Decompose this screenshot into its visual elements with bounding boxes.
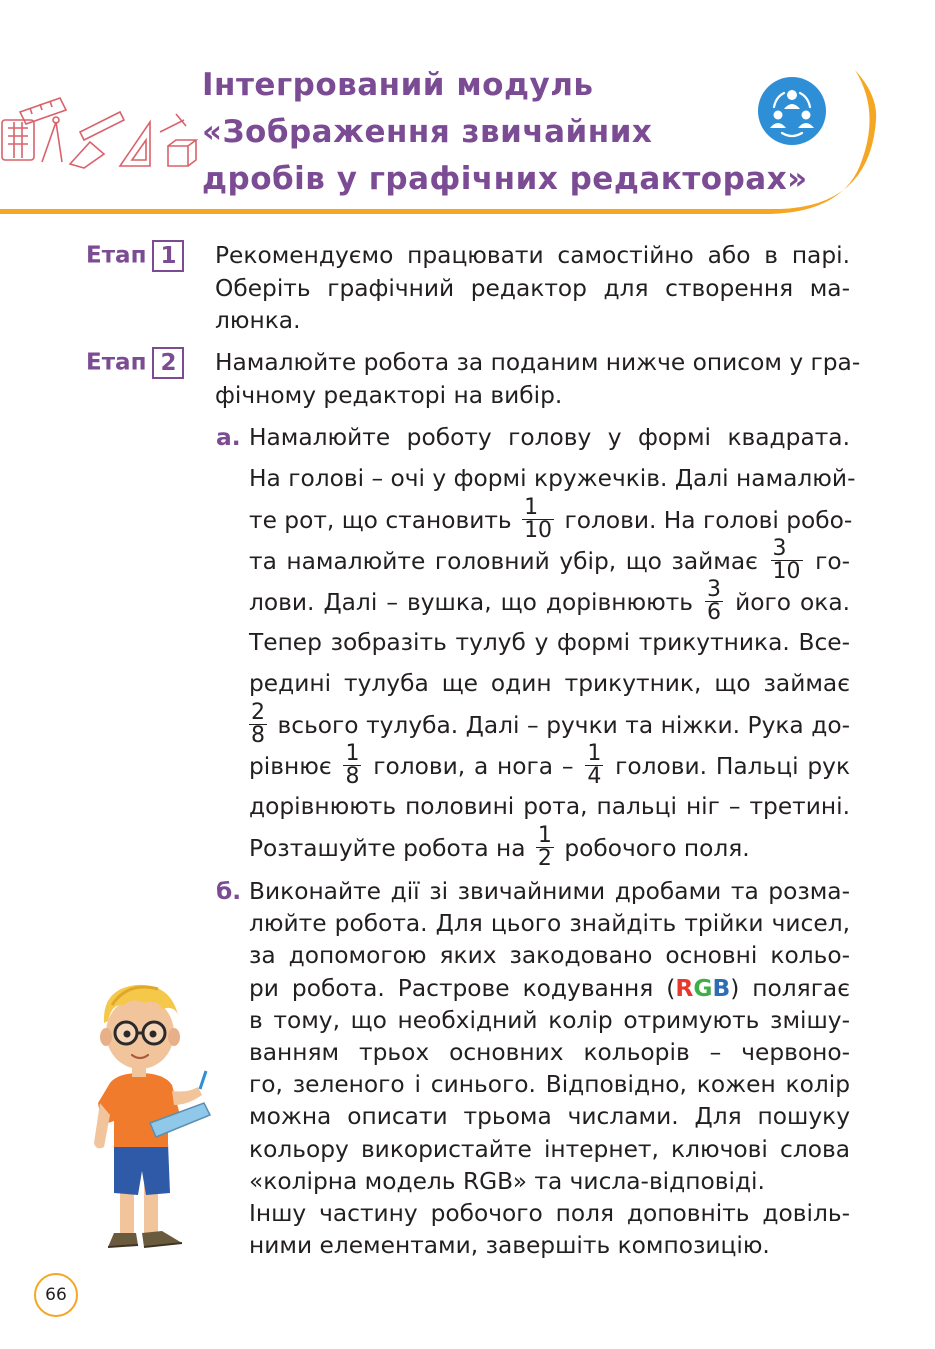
stage-2-line: фічному редакторі на вибір. <box>215 381 563 409</box>
text-run: ри робота. Растрове кодування ( <box>249 974 676 1002</box>
fraction-numerator: 1 <box>345 741 360 766</box>
text-run: його ока. <box>735 589 851 616</box>
boy-illustration <box>88 975 228 1260</box>
fraction-denominator: 8 <box>251 723 265 748</box>
text-run: та намалюйте головний убір, що займає <box>249 548 758 575</box>
school-supplies-icon <box>0 92 200 172</box>
fraction-3-6 <box>705 579 723 624</box>
stage-2-word: Етап <box>86 349 147 376</box>
fraction-denominator: 2 <box>537 846 552 871</box>
task-a-line: редині тулуба ще один трикутник, що займає <box>249 670 850 697</box>
fraction-denominator: 6 <box>707 600 722 625</box>
stage-1-word: Етап <box>86 242 147 269</box>
task-a-line <box>249 741 851 789</box>
stage-1-number: 1 <box>152 240 184 272</box>
text-run: го- <box>815 548 851 575</box>
task-a-line <box>249 577 851 625</box>
fraction-denominator: 10 <box>772 559 801 584</box>
task-a-line <box>249 495 853 543</box>
rgb-letter-g: G <box>693 974 713 1002</box>
stage-2-number: 2 <box>152 347 184 379</box>
text-run: Розташуйте робота на <box>249 835 526 862</box>
fraction-2-8 <box>249 702 267 747</box>
task-a-line <box>249 700 850 748</box>
task-a-line: Тепер зобразіть тулуб у формі трикутника. Все- <box>249 629 850 656</box>
task-b-line: го, зеленого і синього. Відповідно, кожен колір <box>249 1071 850 1099</box>
page-number: 66 <box>34 1273 78 1317</box>
stage-1-line: Рекомендуємо працювати самостійно або в парі. <box>215 242 850 269</box>
task-b-line: в тому, що необхідний колір отримують змішу- <box>249 1006 850 1034</box>
task-b-marker: б. <box>216 878 242 905</box>
task-a-marker: а. <box>216 424 241 451</box>
fraction-denominator: 4 <box>587 764 602 789</box>
title-line-1: Інтегрований модуль <box>202 67 594 103</box>
task-b-text <box>249 876 850 1262</box>
task-b-line <box>249 973 850 1005</box>
title-line-3: дробів у графічних редакторах» <box>202 161 808 197</box>
rgb-letter-b: B <box>712 974 731 1002</box>
stage-1-line: Оберіть графічний редактор для створення ма- <box>215 274 850 302</box>
fraction-numerator: 1 <box>522 497 554 520</box>
fraction-numerator: 1 <box>587 741 602 766</box>
stage-2-line: Намалюйте робота за поданим нижче описом у гра- <box>215 349 861 376</box>
stage-2-text <box>215 347 861 412</box>
task-b-line: ними елементами, завершіть композицію. <box>249 1232 770 1260</box>
task-a-line <box>249 823 850 871</box>
team-work-icon <box>758 77 826 145</box>
fraction-denominator: 8 <box>345 764 360 789</box>
fraction-numerator: 1 <box>537 823 552 848</box>
task-b-line: за допомогою яких закодовано основні кольо- <box>249 942 850 970</box>
task-a-line <box>249 536 851 584</box>
fraction-denominator: 10 <box>524 518 553 543</box>
fraction-1-4 <box>585 743 603 788</box>
task-b-line: можна описати трьома числами. Для пошуку <box>249 1103 850 1131</box>
fraction-1-10 <box>522 497 554 542</box>
text-run: голови. Пальці рук <box>615 753 851 780</box>
task-b-line: кольору використайте інтернет, ключові слова <box>249 1135 850 1163</box>
task-b-line: Іншу частину робочого поля доповніть довіль- <box>249 1199 850 1227</box>
text-run: ) полягає <box>730 974 850 1002</box>
fraction-1-8 <box>343 743 361 788</box>
text-run: лови. Далі – вушка, що дорівнюють <box>249 589 693 616</box>
fraction-3-10 <box>771 538 803 583</box>
fraction-numerator: 2 <box>251 700 265 725</box>
stage-1-line: люнка. <box>215 307 301 334</box>
task-b-line: «колірна модель RGB» та числа-відповіді. <box>249 1167 765 1195</box>
text-run: голови. На голові робо- <box>564 507 853 534</box>
text-run: робочого поля. <box>564 835 750 862</box>
text-run: рівнює <box>249 753 332 780</box>
text-run: всього тулуба. Далі – ручки та ніжки. Рука до- <box>277 712 850 739</box>
task-a-line: На голові – очі у формі кружечків. Далі намалюй- <box>249 465 856 492</box>
stage-2-label <box>86 347 184 379</box>
title-line-2: «Зображення звичайних <box>202 114 653 150</box>
text-run: те рот, що становить <box>249 507 512 534</box>
task-a-text <box>249 417 856 871</box>
fraction-numerator: 3 <box>707 577 722 602</box>
task-b-line: Виконайте дії зі звичайними дробами та розма- <box>249 878 850 905</box>
task-a-line: дорівнюють половині рота, пальці ніг – третині. <box>249 793 850 820</box>
fraction-1-2 <box>536 825 554 870</box>
stage-1-label <box>86 240 184 272</box>
task-a-line: Намалюйте роботу голову у формі квадрата. <box>249 424 850 451</box>
text-run: голови, а нога – <box>373 753 574 780</box>
stage-1-text <box>215 240 850 338</box>
task-b-line: люйте робота. Для цього знайдіть трійки чисел, <box>249 910 850 938</box>
rgb-letter-r: R <box>675 974 694 1002</box>
task-b-line: ванням трьох основних кольорів – червоно- <box>249 1038 850 1066</box>
fraction-numerator: 3 <box>771 538 803 561</box>
